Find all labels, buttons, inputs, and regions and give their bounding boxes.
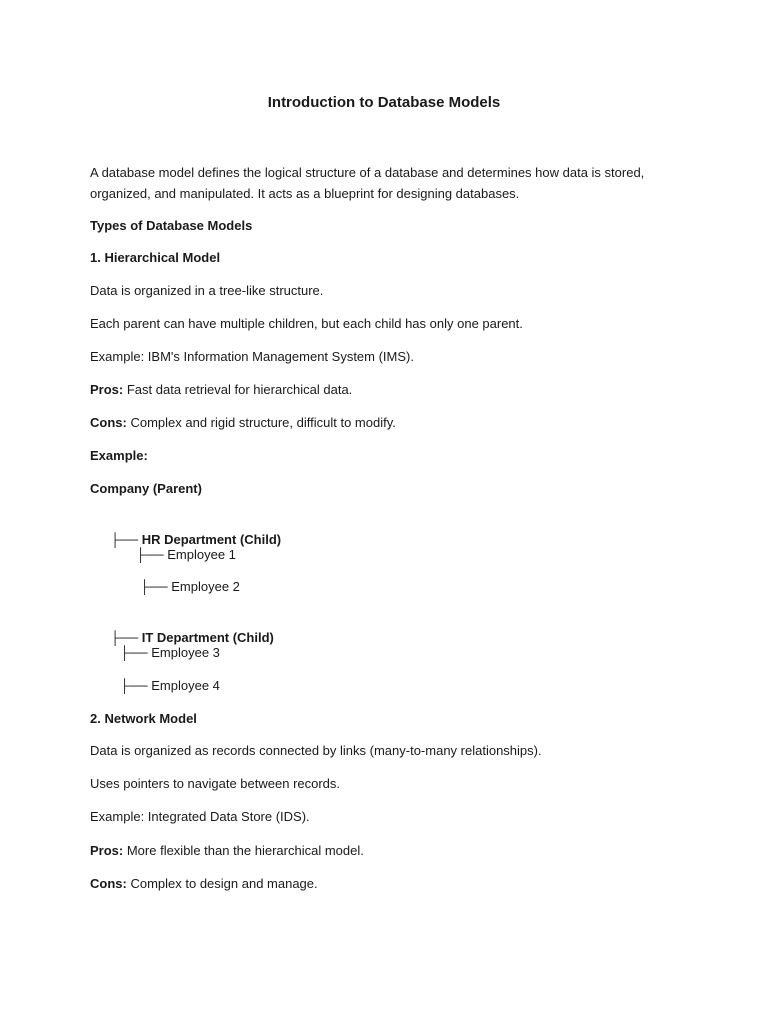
tree-node-employee-1: ├── Employee 1 xyxy=(136,547,236,562)
hierarchical-point-2: Each parent can have multiple children, but each child has only one parent. xyxy=(90,316,523,331)
tree-branch-it: ├── xyxy=(110,630,142,645)
hierarchical-cons xyxy=(90,414,396,432)
hierarchical-pros xyxy=(90,381,352,399)
tree-node-employee-2: ├── Employee 2 xyxy=(140,579,240,594)
hierarchical-point-1: Data is organized in a tree-like structure. xyxy=(90,283,324,298)
tree-node-employee-4: ├── Employee 4 xyxy=(120,678,220,693)
types-heading: Types of Database Models xyxy=(90,218,253,233)
intro-paragraph: A database model defines the logical structure of a database and determines how data is stored, organized, and manipulated. It acts as a blueprint for designing databases. xyxy=(90,165,645,201)
network-pros xyxy=(90,842,364,860)
cons-text: Complex and rigid structure, difficult to modify. xyxy=(126,415,396,430)
network-pros-text: More flexible than the hierarchical model. xyxy=(123,843,364,858)
cons-label: Cons: xyxy=(90,415,127,430)
network-point-2: Uses pointers to navigate between records. xyxy=(90,776,341,791)
network-cons xyxy=(90,875,318,893)
hierarchical-heading: 1. Hierarchical Model xyxy=(90,250,221,265)
tree-root: Company (Parent) xyxy=(90,481,202,496)
tree-label-hr: HR Department (Child) xyxy=(141,532,282,547)
tree-node-employee-3: ├── Employee 3 xyxy=(120,645,220,660)
network-point-1: Data is organized as records connected by links (many-to-many relationships). xyxy=(90,743,542,758)
network-cons-text: Complex to design and manage. xyxy=(126,876,318,891)
tree-label-it: IT Department (Child) xyxy=(141,630,274,645)
pros-text: Fast data retrieval for hierarchical data. xyxy=(123,382,353,397)
hierarchical-example-line: Example: IBM's Information Management System (IMS). xyxy=(90,349,414,364)
tree-branch-hr: ├── xyxy=(110,532,142,547)
example-heading: Example: xyxy=(90,448,148,463)
page-title: Introduction to Database Models xyxy=(267,94,501,111)
network-example-line: Example: Integrated Data Store (IDS). xyxy=(90,809,310,824)
network-heading: 2. Network Model xyxy=(90,711,197,726)
pros-label: Pros: xyxy=(90,382,124,397)
network-pros-label: Pros: xyxy=(90,843,124,858)
network-cons-label: Cons: xyxy=(90,876,127,891)
